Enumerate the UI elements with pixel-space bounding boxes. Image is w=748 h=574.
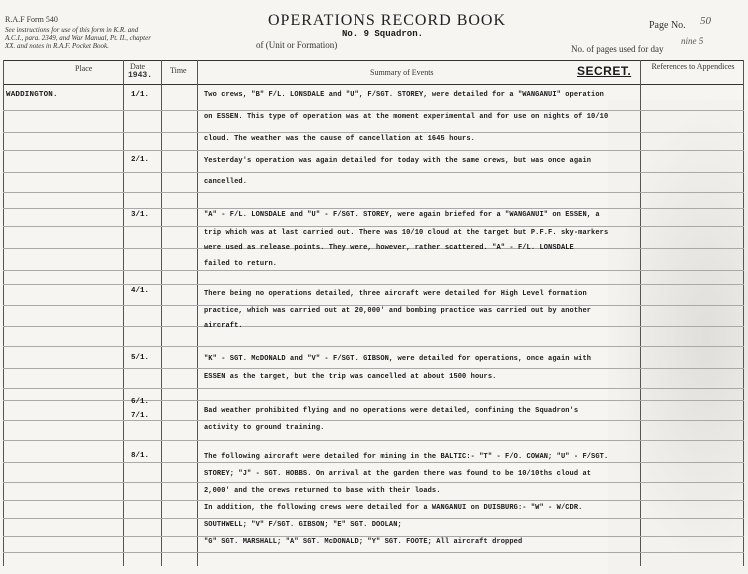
rule <box>3 305 744 306</box>
rule <box>3 552 744 553</box>
rule <box>3 192 744 193</box>
rule <box>3 326 744 327</box>
entry-line: cloud. The weather was the cause of cancellation at 1645 hours. <box>204 135 475 143</box>
rule <box>3 368 744 369</box>
secret-stamp: SECRET. <box>577 64 632 78</box>
rule <box>3 150 744 151</box>
rule <box>3 482 744 483</box>
header-year: 1943. <box>128 71 153 80</box>
pages-used-value: nine 5 <box>681 36 704 46</box>
header-place: Place <box>75 64 93 73</box>
entry-line: Two crews, "B" F/L. LONSDALE and "U", F/SGT. STOREY, were detailed for a "WANGANUI" operation <box>204 91 604 99</box>
col-rule-summary <box>640 60 641 566</box>
rule <box>3 226 744 227</box>
entry-line: ESSEN as the target, but the trip was cancelled at about 1500 hours. <box>204 373 497 381</box>
entry-line: SOUTHWELL; "V" F/SGT. GIBSON; "E" SGT. DOOLAN; <box>204 521 402 529</box>
rule <box>3 208 744 209</box>
col-rule-place <box>123 60 124 566</box>
entry-line: 2,000' and the crews returned to base with their loads. <box>204 487 441 495</box>
header-date: Date <box>130 62 146 71</box>
entry-place: WADDINGTON. <box>6 91 58 99</box>
page-title: OPERATIONS RECORD BOOK <box>268 12 507 29</box>
entry-line: The following aircraft were detailed for mining in the BALTIC:- "T" - F/O. COWAN; "U" - F/SGT. <box>204 453 609 461</box>
header-references: References to Appendices <box>651 62 735 71</box>
entry-line: "K" - SGT. McDONALD and "V" - F/SGT. GIBSON, were detailed for operations, once again with <box>204 355 592 363</box>
entry-line: trip which was at last carried out. There was 10/10 cloud at the target but P.F.F. sky-markers <box>204 229 609 237</box>
form-number: R.A.F Form 540 <box>5 15 58 24</box>
entry-date: 2/1. <box>131 156 150 164</box>
entry-line: In addition, the following crews were detailed for a WANGANUI on DUISBURG:- "W" - W/CDR. <box>204 504 583 512</box>
header-summary: Summary of Events <box>370 68 434 77</box>
entry-date: 3/1. <box>131 211 150 219</box>
entry-line: There being no operations detailed, three aircraft were detailed for High Level formation <box>204 290 587 298</box>
form-reference <box>5 16 155 50</box>
entry-line: on ESSEN. This type of operation was at the moment experimental and for use on nights of 10/10 <box>204 113 609 121</box>
table-header-rule <box>3 84 744 85</box>
pages-used-label: No. of pages used for day <box>571 44 664 54</box>
rule <box>3 110 744 111</box>
unit-label: of (Unit or Formation) <box>256 40 338 50</box>
rule <box>3 400 744 401</box>
entry-line: Yesterday's operation was again detailed for today with the same crews, but was once again <box>204 157 592 165</box>
entry-line: "A" - F/L. LONSDALE and "U" - F/SGT. STOREY, were again briefed for a "WANGANUI" on ESSEN, a <box>204 211 600 219</box>
entry-date: 8/1. <box>131 452 150 460</box>
table-top-rule <box>3 60 744 61</box>
entry-line: "G" SGT. MARSHALL; "A" SGT. McDONALD; "Y" SGT. FOOTE; All aircraft dropped <box>204 538 523 546</box>
rule <box>3 270 744 271</box>
entry-line: practice, which was carried out at 20,000' and bombing practice was carried out by another <box>204 307 592 315</box>
entry-date: 6/1. <box>131 398 150 406</box>
header-time: Time <box>170 66 187 75</box>
rule <box>3 440 744 441</box>
entry-line: aircraft. <box>204 322 243 330</box>
entry-line: cancelled. <box>204 178 248 186</box>
col-rule-date <box>161 60 162 566</box>
col-rule-left <box>3 60 4 566</box>
unit-value: No. 9 Squadron. <box>342 29 424 39</box>
rule <box>3 420 744 421</box>
rule <box>3 132 744 133</box>
entry-date: 1/1. <box>131 91 150 99</box>
entry-line: were used as release points. They were, however, rather scattered. "A" - F/L. LONSDALE <box>204 244 574 252</box>
entry-line: failed to return. <box>204 260 278 268</box>
entry-date: 5/1. <box>131 354 150 362</box>
page-number-value: 50 <box>700 15 711 27</box>
rule <box>3 388 744 389</box>
col-rule-right <box>743 60 744 566</box>
rule <box>3 536 744 537</box>
entry-line: activity to ground training. <box>204 424 325 432</box>
entry-line: Bad weather prohibited flying and no operations were detailed, confining the Squadron's <box>204 407 579 415</box>
page-number-label: Page No. <box>649 20 686 31</box>
rule <box>3 462 744 463</box>
entry-date: 4/1. <box>131 287 150 295</box>
rule <box>3 346 744 347</box>
col-rule-time <box>197 60 198 566</box>
rule <box>3 518 744 519</box>
rule <box>3 172 744 173</box>
rule <box>3 500 744 501</box>
entry-line: STOREY; "J" - SGT. HOBBS. On arrival at the garden there was found to be 10/10ths cloud at <box>204 470 592 478</box>
entry-date-second: 7/1. <box>131 412 150 420</box>
form-instructions: See instructions for use of this form in K.R. and A.C.I., para. 2349, and War Manual, Pt. II., chapter XX. and notes in R.A.F. Pocket Book. <box>5 26 151 50</box>
rule <box>3 284 744 285</box>
